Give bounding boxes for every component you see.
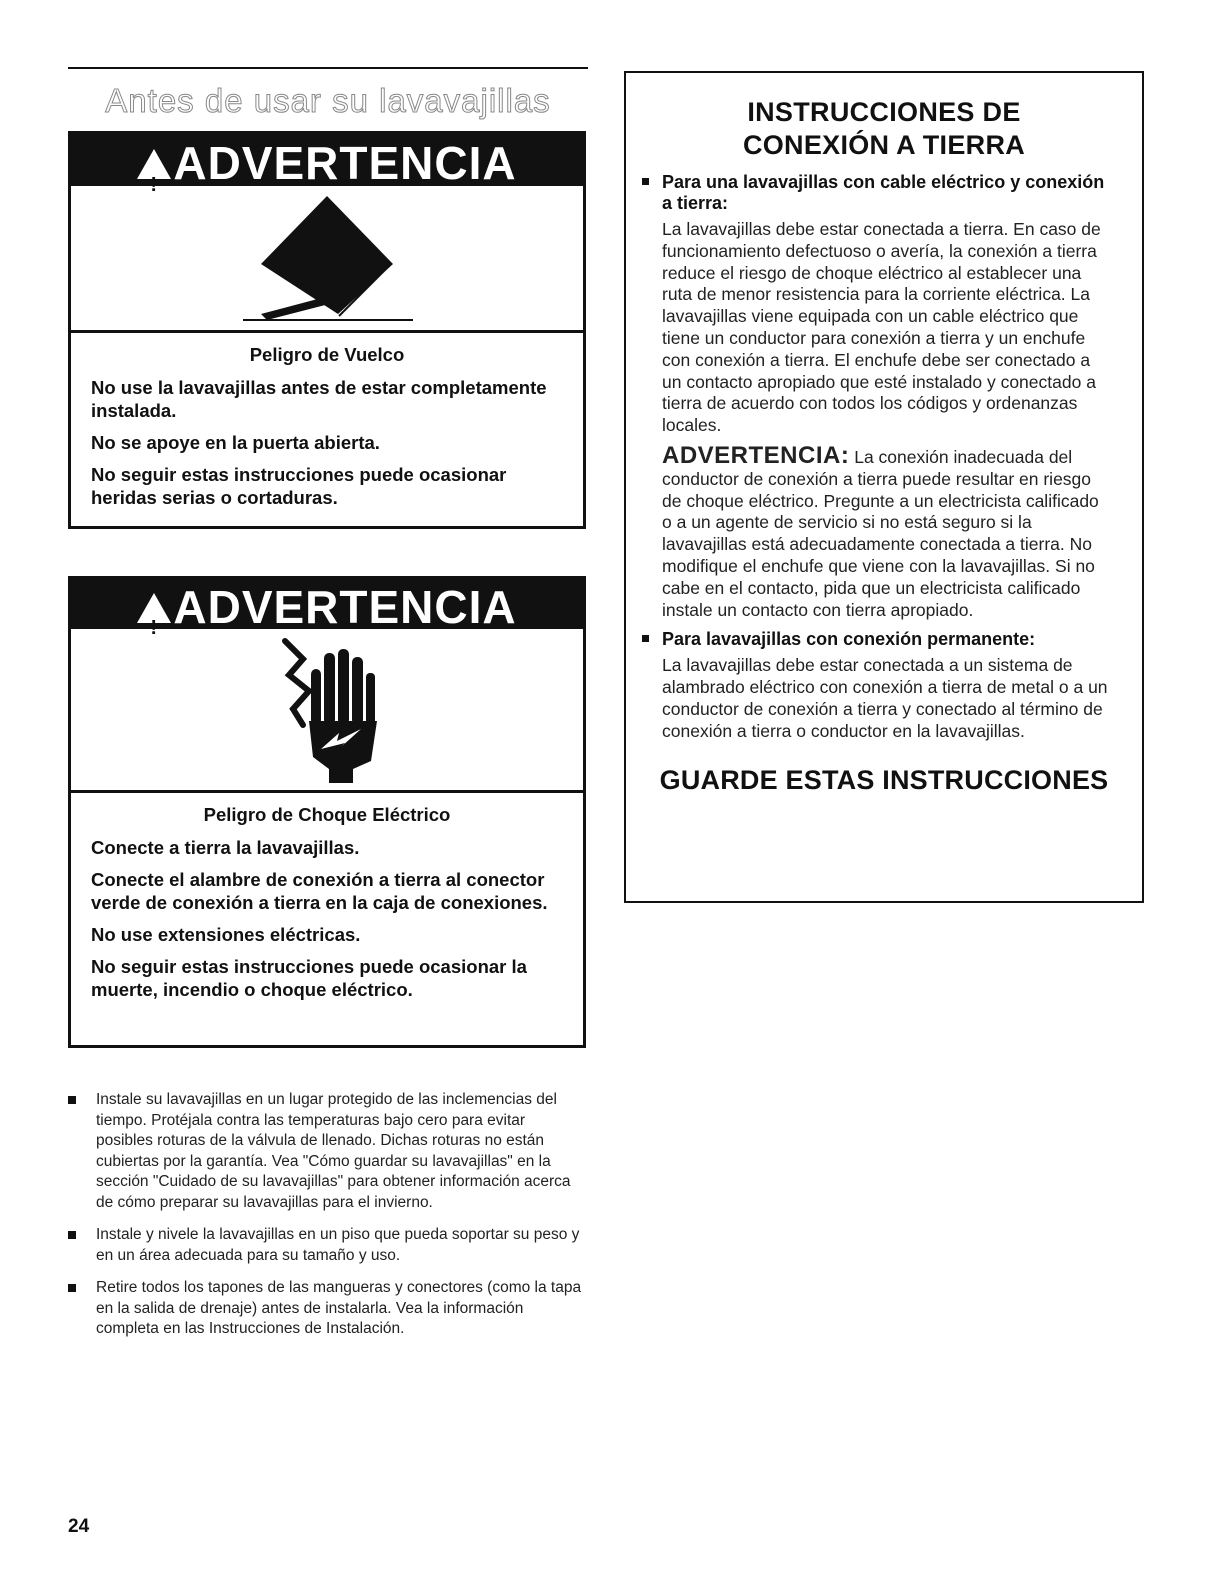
warning-line: No use la lavavajillas antes de estar completamente instalada.: [91, 377, 547, 421]
warning-header: [71, 134, 583, 189]
warning-text: La conexión inadecuada del conductor de conexión a tierra puede resultar en riesgo de choque eléctrico. Pregunte a un electricista calificado o a un agente de servicio si no está seguro si la lavavajillas está adecuadamente conectada a tierra. No modifique el enchufe que viene con la lavavajillas. Si no cabe en el contacto, pida que un electricista calificado instale un contacto con tierra apropiado.: [662, 446, 1099, 620]
tipover-illustration-area: [71, 186, 583, 333]
tip-over-hazard-icon: [71, 186, 583, 330]
warning-line: No se apoye en la puerta abierta.: [91, 432, 380, 453]
shock-illustration-area: [71, 629, 583, 793]
list-item: Retire todos los tapones de las mangueras y conectores (como la tapa en la salida de drenaje) antes de instalarla. Vea la información completa en las Instrucciones de Instalación.: [68, 1278, 586, 1340]
grounding-title-line1: INSTRUCCIONES DE: [747, 97, 1021, 127]
warning-label: ADVERTENCIA:: [662, 441, 850, 469]
grounding-subheading-cord: Para una lavavajillas con cable eléctrico y conexión a tierra:: [626, 172, 1142, 214]
tipover-warning-box: [68, 131, 586, 529]
grounding-warning-paragraph: [626, 441, 1142, 621]
grounding-paragraph-cord: La lavavajillas debe estar conectada a tierra. En caso de funcionamiento defectuoso o avería, la conexión a tierra reduce el riesgo de choque eléctrico al establecer una ruta de menor resistencia para la corriente eléctrica. La lavavajillas viene equipada con un cable eléctrico que tiene un conductor para conexión a tierra y un enchufe con conexión a tierra. El enchufe debe ser conectado a un contacto apropiado que esté instalado y conectado a tierra de acuerdo con todos los códigos y ordenanzas locales.: [662, 219, 1101, 436]
warning-triangle-icon: [137, 149, 171, 179]
list-item: Instale su lavavajillas en un lugar protegido de las inclemencias del tiempo. Protéjala contra las temperaturas bajo cero para evitar posibles roturas de la válvula de llenado. Dichas roturas no están cubiertas por la garantía. Vea "Cómo guardar su lavavajillas" en la sección "Cuidado de su lavavajillas" para obtener información acerca de cómo preparar su lavavajillas para el invierno.: [68, 1090, 586, 1213]
warning-header-label: ADVERTENCIA: [173, 137, 517, 189]
page-number: 24: [68, 1516, 90, 1537]
hazard-title: Peligro de Vuelco: [249, 344, 405, 365]
install-bullet-list: [68, 1090, 586, 1352]
electric-shock-hazard-icon: [71, 629, 583, 790]
warning-triangle-icon: [137, 593, 171, 623]
hazard-title: Peligro de Choque Eléctrico: [203, 804, 451, 825]
top-rule: [68, 67, 588, 69]
grounding-title-line2: CONEXIÓN A TIERRA: [742, 130, 1026, 160]
warning-header-label: ADVERTENCIA: [173, 581, 517, 633]
warning-line: Conecte el alambre de conexión a tierra al conector verde de conexión a tierra en la caja de conexiones.: [91, 869, 548, 913]
grounding-paragraph-permanent: La lavavajillas debe estar conectada a un sistema de alambrado eléctrico con conexión a tierra de metal o a un conductor de conexión a tierra y conectado al término de conexión a tierra o conductor en la lavavajillas.: [662, 655, 1108, 741]
warning-line: No seguir estas instrucciones puede ocasionar heridas serias o cortaduras.: [91, 464, 507, 508]
warning-line: Conecte a tierra la lavavajillas.: [91, 837, 360, 858]
list-item: Instale y nivele la lavavajillas en un piso que pueda soportar su peso y en un área adecuada para su tamaño y uso.: [68, 1225, 586, 1266]
warning-line: No use extensiones eléctricas.: [91, 924, 361, 945]
save-instructions-heading: GUARDE ESTAS INSTRUCCIONES: [659, 764, 1109, 795]
shock-warning-box: [68, 576, 586, 1048]
grounding-title: [626, 96, 1142, 162]
grounding-subheading-permanent: Para lavavajillas con conexión permanente:: [626, 629, 1142, 650]
section-title: Antes de usar su lavavajillas: [105, 82, 551, 119]
grounding-instructions-box: [624, 71, 1144, 903]
warning-header: [71, 579, 583, 633]
warning-line: No seguir estas instrucciones puede ocasionar la muerte, incendio o choque eléctrico.: [91, 956, 527, 1000]
